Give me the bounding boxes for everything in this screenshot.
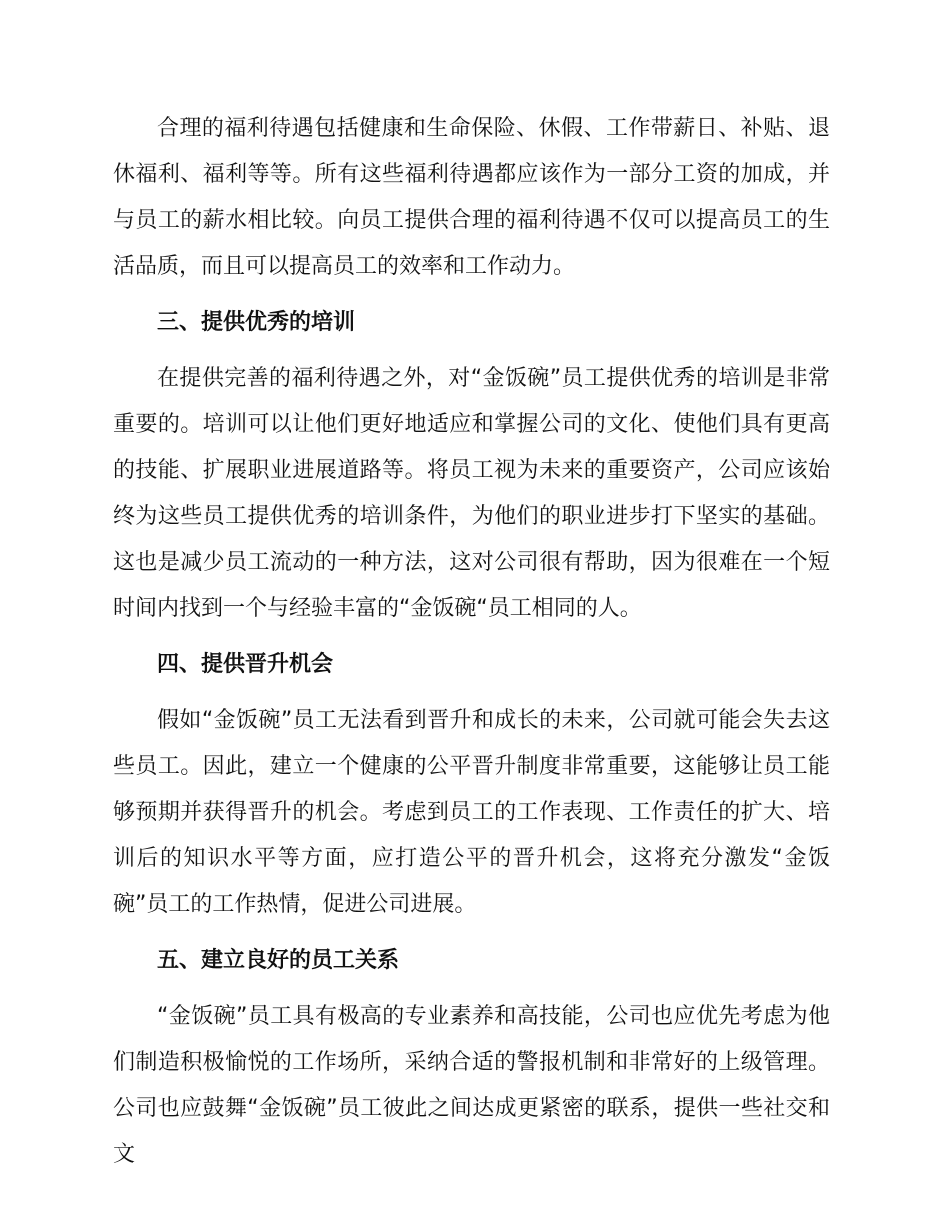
heading-promotion: 四、提供晋升机会 (157, 652, 334, 677)
paragraph-promotion: 假如“金饭碗”员工无法看到晋升和成长的未来，公司就可能会失去这些员工。因此，建立一个健康的公平晋升制度非常重要，这能够让员工能够预期并获得晋升的机会。考虑到员工的工作表现、工作责任的扩大、培训后的知识水平等方面，应打造公平的晋升机会，这将充分激发“金饭碗”员工的工作热情，促进公司进展。 (113, 708, 830, 917)
paragraph-benefits: 合理的福利待遇包括健康和生命保险、休假、工作带薪日、补贴、退休福利、福利等等。所有这些福利待遇都应该作为一部分工资的加成，并与员工的薪水相比较。向员工提供合理的福利待遇不仅可以提高员工的生活品质，而且可以提高员工的效率和工作动力。 (113, 116, 830, 279)
paragraph-relations: “金饭碗”员工具有极高的专业素养和高技能，公司也应优先考虑为他们制造积极愉悦的工作场所，采纳合适的警报机制和非常好的上级管理。公司也应鼓舞“金饭碗”员工彼此之间达成更紧密的联系，提供一些社交和文 (113, 1004, 830, 1167)
heading-relations: 五、建立良好的员工关系 (157, 948, 400, 973)
paragraph-training: 在提供完善的福利待遇之外，对“金饭碗”员工提供优秀的培训是非常重要的。培训可以让他们更好地适应和掌握公司的文化、使他们具有更高的技能、扩展职业进展道路等。将员工视为未来的重要资产，公司应该始终为这些员工提供优秀的培训条件，为他们的职业进步打下坚实的基础。这也是减少员工流动的一种方法，这对公司很有帮助，因为很难在一个短时间内找到一个与经验丰富的“金饭碗“员工相同的人。 (113, 366, 830, 621)
heading-training: 三、提供优秀的培训 (157, 310, 356, 335)
